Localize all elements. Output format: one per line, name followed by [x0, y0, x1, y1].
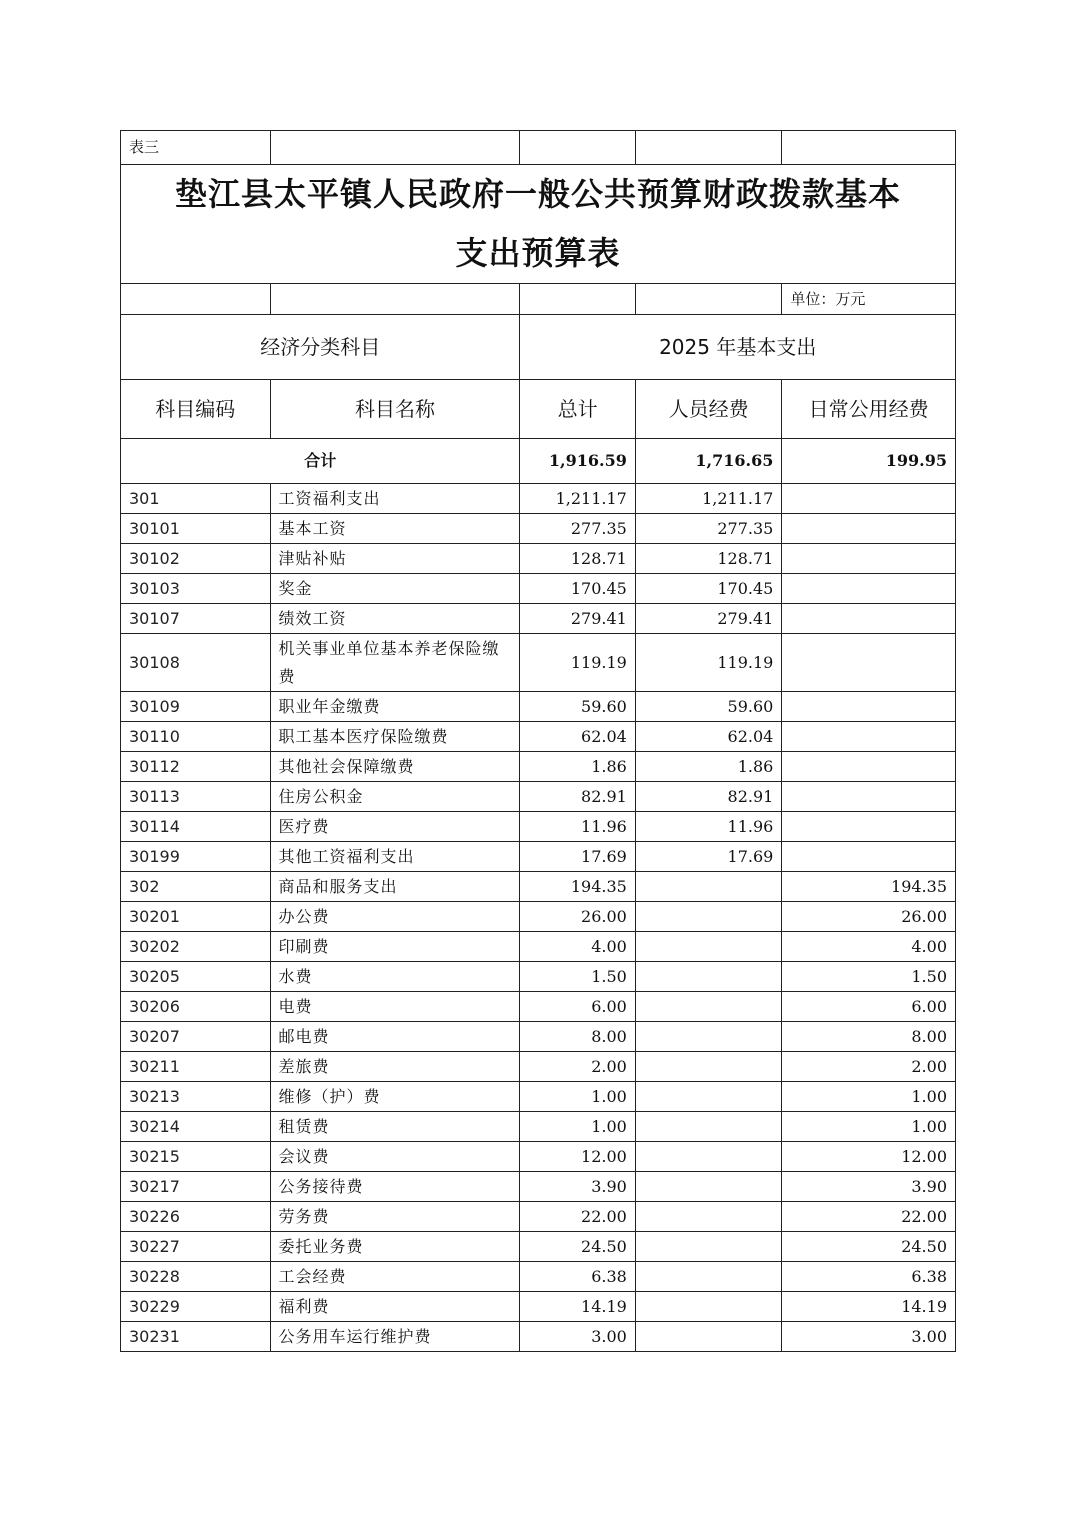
row-total: 12.00: [520, 1142, 635, 1172]
row-personnel: 59.60: [635, 692, 782, 722]
unit-row: [121, 284, 956, 315]
table-row: [121, 1292, 956, 1322]
table-row: [121, 992, 956, 1022]
row-name: 其他社会保障缴费: [270, 752, 520, 782]
row-public: 3.00: [782, 1322, 956, 1352]
group-header-expenditure: 2025 年基本支出: [520, 315, 956, 380]
row-code: 30112: [121, 752, 271, 782]
row-public: [782, 514, 956, 544]
row-personnel: [635, 1112, 782, 1142]
empty-cell: [635, 284, 782, 315]
row-code: 30114: [121, 812, 271, 842]
row-personnel: [635, 1082, 782, 1112]
row-public: 194.35: [782, 872, 956, 902]
empty-cell: [520, 131, 635, 165]
row-code: 30229: [121, 1292, 271, 1322]
row-code: 30206: [121, 992, 271, 1022]
column-header-personnel: 人员经费: [635, 380, 782, 439]
group-header-row: [121, 315, 956, 380]
table-row: [121, 752, 956, 782]
row-total: 24.50: [520, 1232, 635, 1262]
table-row: [121, 1202, 956, 1232]
row-total: 2.00: [520, 1052, 635, 1082]
row-code: 30228: [121, 1262, 271, 1292]
row-total: 22.00: [520, 1202, 635, 1232]
row-code: 30231: [121, 1322, 271, 1352]
row-name: 公务用车运行维护费: [270, 1322, 520, 1352]
row-name: 医疗费: [270, 812, 520, 842]
row-personnel: [635, 1232, 782, 1262]
row-personnel: [635, 962, 782, 992]
total-row: [121, 439, 956, 484]
row-total: 1.00: [520, 1112, 635, 1142]
row-personnel: 277.35: [635, 514, 782, 544]
row-public: 2.00: [782, 1052, 956, 1082]
table-row: [121, 514, 956, 544]
row-total: 6.38: [520, 1262, 635, 1292]
empty-cell: [782, 131, 956, 165]
row-total: 119.19: [520, 634, 635, 692]
row-code: 30108: [121, 634, 271, 692]
table-row: [121, 722, 956, 752]
row-name: 印刷费: [270, 932, 520, 962]
table-row: [121, 1172, 956, 1202]
row-code: 30109: [121, 692, 271, 722]
row-name: 维修（护）费: [270, 1082, 520, 1112]
row-public: 8.00: [782, 1022, 956, 1052]
budget-table: [120, 130, 956, 1352]
row-public: 12.00: [782, 1142, 956, 1172]
table-row: [121, 484, 956, 514]
row-name: 工资福利支出: [270, 484, 520, 514]
table-row: [121, 1022, 956, 1052]
row-personnel: 62.04: [635, 722, 782, 752]
row-code: 30101: [121, 514, 271, 544]
row-code: 30227: [121, 1232, 271, 1262]
empty-cell: [270, 284, 520, 315]
row-total: 82.91: [520, 782, 635, 812]
empty-cell: [270, 131, 520, 165]
row-total: 26.00: [520, 902, 635, 932]
row-code: 30110: [121, 722, 271, 752]
row-name: 商品和服务支出: [270, 872, 520, 902]
row-name: 职业年金缴费: [270, 692, 520, 722]
row-public: 3.90: [782, 1172, 956, 1202]
row-code: 30113: [121, 782, 271, 812]
row-name: 绩效工资: [270, 604, 520, 634]
empty-cell: [635, 131, 782, 165]
table-row: [121, 1232, 956, 1262]
row-code: 30211: [121, 1052, 271, 1082]
title-row: [121, 165, 956, 284]
row-name: 会议费: [270, 1142, 520, 1172]
row-public: [782, 842, 956, 872]
row-personnel: [635, 1052, 782, 1082]
row-code: 30213: [121, 1082, 271, 1112]
table-tag-row: [121, 131, 956, 165]
row-personnel: [635, 1292, 782, 1322]
total-personnel: 1,716.65: [635, 439, 782, 484]
row-total: 59.60: [520, 692, 635, 722]
row-code: 30207: [121, 1022, 271, 1052]
title-line-1: 垫江县太平镇人民政府一般公共预算财政拨款基本: [174, 175, 901, 213]
title-line-2: 支出预算表: [455, 234, 621, 273]
table-row: [121, 604, 956, 634]
row-public: 1.00: [782, 1112, 956, 1142]
row-public: [782, 484, 956, 514]
row-total: 128.71: [520, 544, 635, 574]
row-public: 24.50: [782, 1232, 956, 1262]
column-header-public: 日常公用经费: [782, 380, 956, 439]
table-row: [121, 692, 956, 722]
row-total: 1.00: [520, 1082, 635, 1112]
row-code: 301: [121, 484, 271, 514]
table-row: [121, 1082, 956, 1112]
page-title: [121, 165, 956, 284]
total-public: 199.95: [782, 439, 956, 484]
row-personnel: 82.91: [635, 782, 782, 812]
row-name: 公务接待费: [270, 1172, 520, 1202]
row-total: 4.00: [520, 932, 635, 962]
row-name: 电费: [270, 992, 520, 1022]
row-personnel: 11.96: [635, 812, 782, 842]
row-personnel: 1,211.17: [635, 484, 782, 514]
table-row: [121, 812, 956, 842]
row-name: 津贴补贴: [270, 544, 520, 574]
row-name: 差旅费: [270, 1052, 520, 1082]
row-personnel: 170.45: [635, 574, 782, 604]
row-public: [782, 722, 956, 752]
table-row: [121, 1052, 956, 1082]
row-code: 30215: [121, 1142, 271, 1172]
row-public: 14.19: [782, 1292, 956, 1322]
row-total: 170.45: [520, 574, 635, 604]
row-total: 1.50: [520, 962, 635, 992]
row-public: [782, 544, 956, 574]
row-code: 30201: [121, 902, 271, 932]
row-public: 6.38: [782, 1262, 956, 1292]
column-header-row: [121, 380, 956, 439]
row-code: 30102: [121, 544, 271, 574]
row-code: 30217: [121, 1172, 271, 1202]
table-row: [121, 1112, 956, 1142]
table-row: [121, 544, 956, 574]
row-code: 30214: [121, 1112, 271, 1142]
row-personnel: [635, 1172, 782, 1202]
row-total: 8.00: [520, 1022, 635, 1052]
row-personnel: [635, 1142, 782, 1172]
row-public: [782, 604, 956, 634]
table-row: [121, 842, 956, 872]
row-code: 30205: [121, 962, 271, 992]
row-personnel: [635, 1202, 782, 1232]
row-personnel: [635, 1322, 782, 1352]
row-public: 26.00: [782, 902, 956, 932]
row-personnel: 279.41: [635, 604, 782, 634]
row-name: 工会经费: [270, 1262, 520, 1292]
row-public: [782, 574, 956, 604]
row-name: 机关事业单位基本养老保险缴费: [270, 634, 520, 692]
column-header-total: 总计: [520, 380, 635, 439]
row-name: 住房公积金: [270, 782, 520, 812]
row-personnel: [635, 902, 782, 932]
row-name: 福利费: [270, 1292, 520, 1322]
row-public: [782, 812, 956, 842]
column-header-code: 科目编码: [121, 380, 271, 439]
row-name: 基本工资: [270, 514, 520, 544]
row-public: [782, 692, 956, 722]
table-row: [121, 932, 956, 962]
row-name: 奖金: [270, 574, 520, 604]
row-personnel: 17.69: [635, 842, 782, 872]
row-name: 职工基本医疗保险缴费: [270, 722, 520, 752]
row-name: 水费: [270, 962, 520, 992]
column-header-name: 科目名称: [270, 380, 520, 439]
row-total: 17.69: [520, 842, 635, 872]
row-code: 30103: [121, 574, 271, 604]
unit-label: 单位：万元: [782, 284, 956, 315]
group-header-classification: 经济分类科目: [121, 315, 520, 380]
table-row: [121, 962, 956, 992]
row-total: 11.96: [520, 812, 635, 842]
total-sum: 1,916.59: [520, 439, 635, 484]
table-row: [121, 574, 956, 604]
table-row: [121, 1142, 956, 1172]
row-personnel: [635, 932, 782, 962]
row-personnel: [635, 872, 782, 902]
row-personnel: [635, 1262, 782, 1292]
row-name: 办公费: [270, 902, 520, 932]
row-code: 30199: [121, 842, 271, 872]
row-name: 邮电费: [270, 1022, 520, 1052]
row-public: 4.00: [782, 932, 956, 962]
empty-cell: [520, 284, 635, 315]
row-name: 委托业务费: [270, 1232, 520, 1262]
row-total: 279.41: [520, 604, 635, 634]
row-total: 14.19: [520, 1292, 635, 1322]
row-personnel: 128.71: [635, 544, 782, 574]
row-total: 194.35: [520, 872, 635, 902]
table-row: [121, 902, 956, 932]
row-name: 劳务费: [270, 1202, 520, 1232]
row-total: 277.35: [520, 514, 635, 544]
row-public: [782, 634, 956, 692]
row-personnel: [635, 992, 782, 1022]
row-public: 22.00: [782, 1202, 956, 1232]
table-row: [121, 872, 956, 902]
table-tag: 表三: [121, 131, 271, 165]
row-public: 1.00: [782, 1082, 956, 1112]
row-total: 62.04: [520, 722, 635, 752]
row-code: 30107: [121, 604, 271, 634]
row-code: 30202: [121, 932, 271, 962]
row-total: 1,211.17: [520, 484, 635, 514]
row-total: 1.86: [520, 752, 635, 782]
row-public: 6.00: [782, 992, 956, 1022]
table-row: [121, 1262, 956, 1292]
row-name: 租赁费: [270, 1112, 520, 1142]
row-personnel: 1.86: [635, 752, 782, 782]
row-personnel: [635, 1022, 782, 1052]
empty-cell: [121, 284, 271, 315]
table-row: [121, 782, 956, 812]
table-row: [121, 1322, 956, 1352]
row-total: 6.00: [520, 992, 635, 1022]
row-code: 30226: [121, 1202, 271, 1232]
row-public: [782, 782, 956, 812]
row-total: 3.90: [520, 1172, 635, 1202]
row-code: 302: [121, 872, 271, 902]
row-name: 其他工资福利支出: [270, 842, 520, 872]
table-row: [121, 634, 956, 692]
row-personnel: 119.19: [635, 634, 782, 692]
row-public: [782, 752, 956, 782]
row-total: 3.00: [520, 1322, 635, 1352]
row-public: 1.50: [782, 962, 956, 992]
total-label: 合计: [121, 439, 520, 484]
